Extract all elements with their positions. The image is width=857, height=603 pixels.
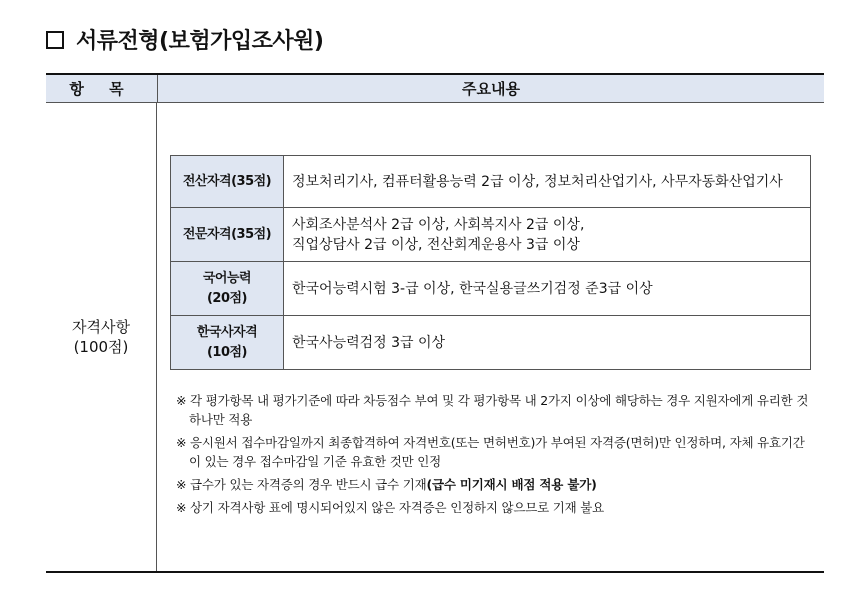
row-content: 한국어능력시험 3-급 이상, 한국실용글쓰기검정 준3급 이상 bbox=[284, 262, 811, 316]
row-content bbox=[284, 208, 811, 262]
row-content-line: 직업상담사 2급 이상, 전산회계운용사 3급 이상 bbox=[292, 236, 580, 253]
table-bottom-rule bbox=[46, 571, 824, 573]
note-item: ※ 상기 자격사항 표에 명시되어있지 않은 자격증은 인정하지 않으므로 기재 불요 bbox=[176, 500, 605, 515]
note-emphasis: (급수 미기재시 배점 적용 불가) bbox=[426, 477, 597, 492]
row-content: 한국사능력검정 3급 이상 bbox=[284, 316, 811, 370]
category-points: (100점) bbox=[73, 338, 129, 356]
header-content-column: 주요내용 bbox=[462, 80, 520, 98]
table-row bbox=[171, 262, 811, 316]
category-cell bbox=[46, 103, 157, 571]
section-title bbox=[46, 24, 323, 55]
qualification-table bbox=[170, 155, 811, 370]
table-row bbox=[171, 208, 811, 262]
row-content-line: 사회조사분석사 2급 이상, 사회복지사 2급 이상, bbox=[292, 216, 585, 233]
note-item: ※ 급수가 있는 자격증의 경우 반드시 급수 기재(급수 미기재시 배점 적용 불가) bbox=[176, 477, 597, 492]
row-label: 국어능력 (20점) bbox=[171, 262, 284, 316]
checkbox-square-icon bbox=[46, 31, 64, 49]
note-item: ※ 응시원서 접수마감일까지 최종합격하여 자격번호(또는 면허번호)가 부여된 자격증(면허)만 인정하며, 자체 유효기간이 있는 경우 접수마감일 기준 유효한 것만 인정 bbox=[176, 435, 805, 469]
note-item: ※ 각 평가항목 내 평가기준에 따라 차등점수 부여 및 각 평가항목 내 2가지 이상에 해당하는 경우 지원자에게 유리한 것 하나만 적용 bbox=[176, 393, 809, 427]
header-item-column: 항 목 bbox=[46, 75, 158, 102]
table-row bbox=[171, 156, 811, 208]
category-label: 자격사항 bbox=[72, 318, 130, 336]
notes-list bbox=[176, 391, 816, 521]
row-label: 전문자격(35점) bbox=[171, 208, 284, 262]
row-label: 전산자격(35점) bbox=[171, 156, 284, 208]
table-header bbox=[46, 75, 824, 103]
table-row bbox=[171, 316, 811, 370]
row-label: 한국사자격 (10점) bbox=[171, 316, 284, 370]
row-content: 정보처리기사, 컴퓨터활용능력 2급 이상, 정보처리산업기사, 사무자동화산업기사 bbox=[284, 156, 811, 208]
section-title-text: 서류전형(보험가입조사원) bbox=[76, 29, 324, 54]
